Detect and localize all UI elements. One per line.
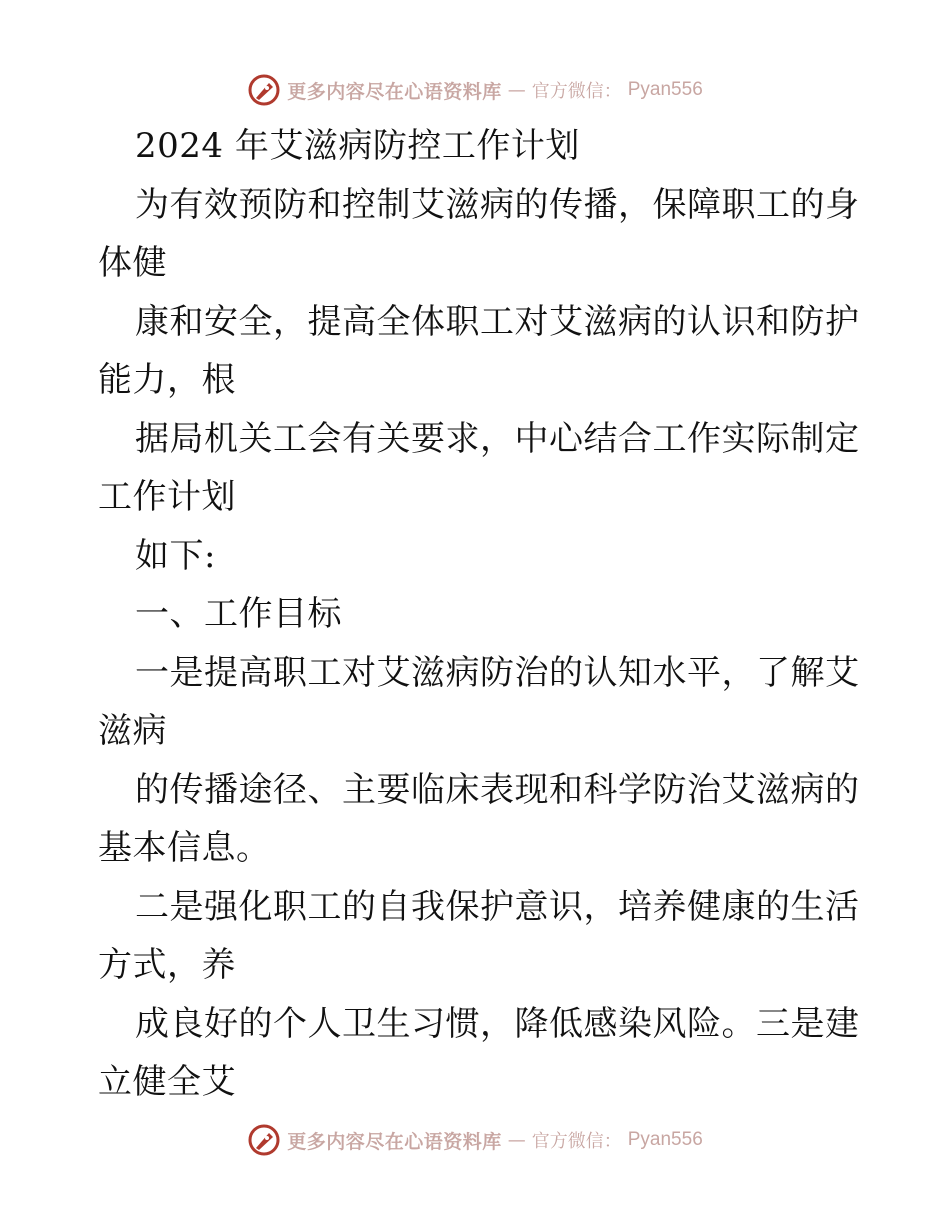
text-line: 滋病 <box>98 711 167 751</box>
text-line: 工作计划 <box>98 477 236 517</box>
document-body <box>0 117 950 1112</box>
pen-nib-logo-icon <box>247 1123 281 1157</box>
watermark-main-text: 更多内容尽在心语资料库 <box>287 80 502 103</box>
watermark-separator: — <box>507 1129 526 1151</box>
watermark-wechat-id: Pyan556 <box>627 79 703 100</box>
text-line: 一是提高职工对艾滋病防治的认知水平，了解艾 <box>135 652 860 693</box>
pen-nib-logo-icon <box>247 73 281 107</box>
text-line: 能力，根 <box>98 360 236 400</box>
watermark-wechat-id: Pyan556 <box>627 1129 703 1150</box>
text-line: 的传播途径、主要临床表现和科学防治艾滋病的 <box>135 769 860 810</box>
watermark-label: 官方微信： <box>531 81 622 102</box>
watermark-label: 官方微信： <box>531 1131 622 1152</box>
text-line: 据局机关工会有关要求，中心结合工作实际制定 <box>135 418 860 459</box>
text-line: 康和安全，提高全体职工对艾滋病的认识和防护 <box>135 301 860 342</box>
text-line: 方式，养 <box>98 945 236 985</box>
watermark-banner-bottom <box>0 1120 950 1160</box>
watermark-separator: — <box>507 79 526 101</box>
document-title: 2024 年艾滋病防控工作计划 <box>135 126 580 166</box>
text-line: 体健 <box>98 243 167 283</box>
text-line: 成良好的个人卫生习惯，降低感染风险。三是建 <box>135 1003 860 1044</box>
text-line: 如下: <box>135 535 216 576</box>
watermark-main-text: 更多内容尽在心语资料库 <box>287 1130 502 1153</box>
text-line: 为有效预防和控制艾滋病的传播，保障职工的身 <box>135 184 860 225</box>
text-line: 基本信息。 <box>98 828 271 868</box>
watermark-banner-top <box>0 70 950 110</box>
text-line: 立健全艾 <box>98 1062 236 1102</box>
watermark-content <box>247 73 703 107</box>
section-heading: 一、工作目标 <box>135 594 342 634</box>
watermark-content <box>247 1123 703 1157</box>
text-line: 二是强化职工的自我保护意识，培养健康的生活 <box>135 886 860 927</box>
